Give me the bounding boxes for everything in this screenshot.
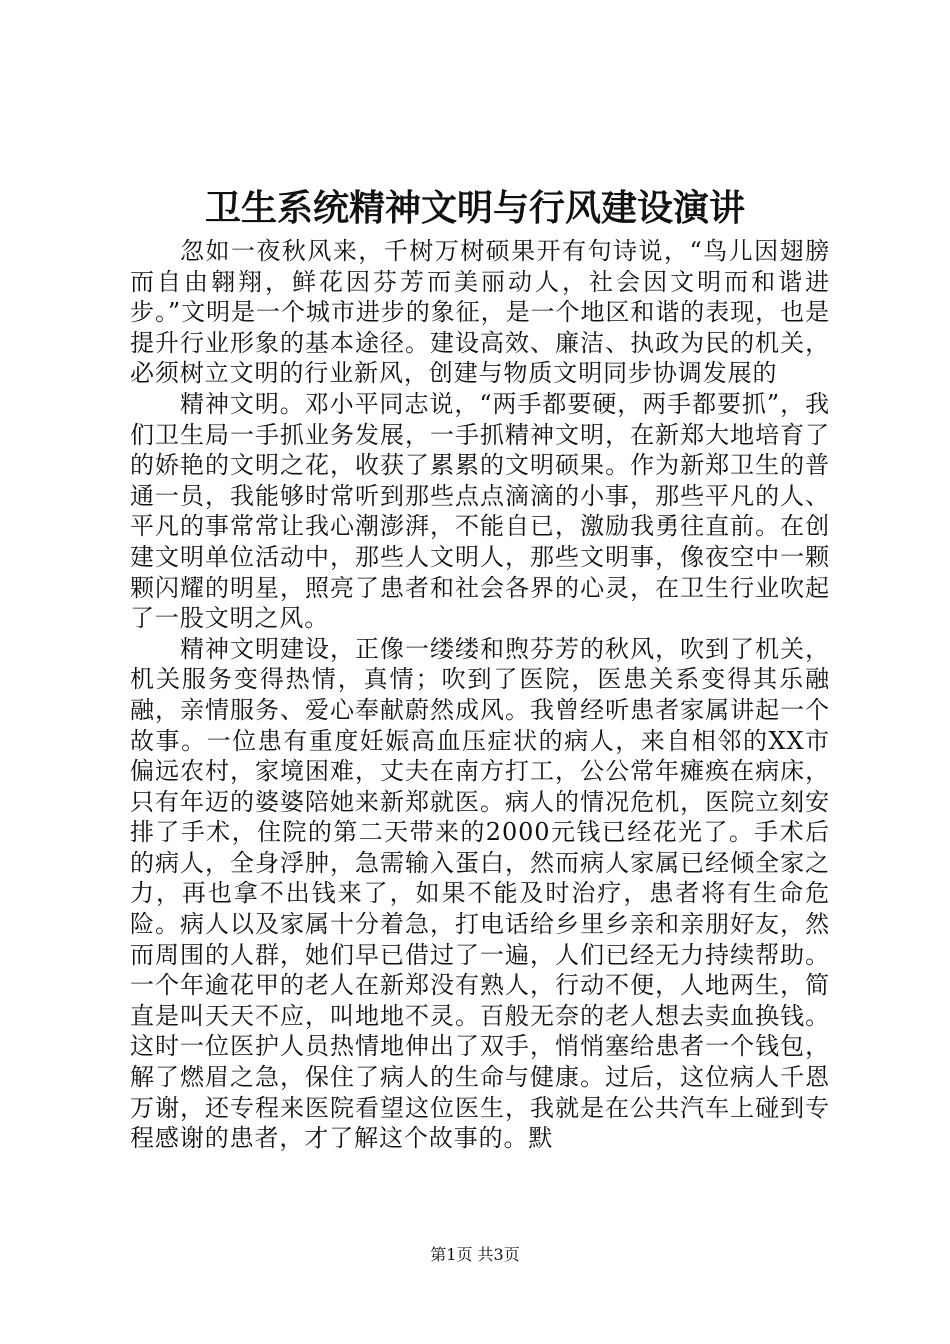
page-number-footer: 第1页 共3页 [430,1245,520,1264]
document-body [130,236,830,1154]
paragraph-1: 忽如一夜秋风来，千树万树硕果开有句诗说，“鸟儿因翅膀而自由翱翔，鲜花因芬芳而美丽动人，社会因文明而和谐进步。”文明是一个城市进步的象征，是一个地区和谐的表现，也是提升行业形象的基本途径。建设高效、廉洁、执政为民的机关，必须树立文明的行业新风，创建与物质文明同步协调发展的 [130,237,830,388]
paragraph-3: 精神文明建设，正像一缕缕和煦芬芳的秋风，吹到了机关，机关服务变得热情，真情；吹到了医院，医患关系变得其乐融融，亲情服务、爱心奉献蔚然成风。我曾经听患者家属讲起一个故事。一位患有重度妊娠高血压症状的病人，来自相邻的XX市偏远农村，家境困难，丈夫在南方打工，公公常年瘫痪在病床，只有年迈的婆婆陪她来新郑就医。病人的情况危机，医院立刻安排了手术，住院的第二天带来的2000元钱已经花光了。手术后的病人，全身浮肿，急需输入蛋白，然而病人家属已经倾全家之力，再也拿不出钱来了，如果不能及时治疗，患者将有生命危险。病人以及家属十分着急，打电话给乡里乡亲和亲朋好友，然而周围的人群，她们早已借过了一遍，人们已经无力持续帮助。一个年逾花甲的老人在新郑没有熟人，行动不便，人地两生，简直是叫天天不应，叫地地不灵。百般无奈的老人想去卖血换钱。这时一位医护人员热情地伸出了双手，悄悄塞给患者一个钱包，解了燃眉之急，保住了病人的生命与健康。过后，这位病人千恩万谢，还专程来医院看望这位医生，我就是在公共汽车上碰到专程感谢的患者，才了解这个故事的。默 [130,634,830,1153]
paragraph-2: 精神文明。邓小平同志说，“两手都要硬，两手都要抓”，我们卫生局一手抓业务发展，一手抓精神文明，在新郑大地培育了的娇艳的文明之花，收获了累累的文明硕果。作为新郑卫生的普通一员，我能够时常听到那些点点滴滴的小事，那些平凡的人、平凡的事常常让我心潮澎湃，不能自已，激励我勇往直前。在创建文明单位活动中，那些人文明人，那些文明事，像夜空中一颗颗闪耀的明星，照亮了患者和社会各界的心灵，在卫生行业吹起了一股文明之风。 [130,389,830,633]
document-title: 卫生系统精神文明与行风建设演讲 [204,187,745,229]
